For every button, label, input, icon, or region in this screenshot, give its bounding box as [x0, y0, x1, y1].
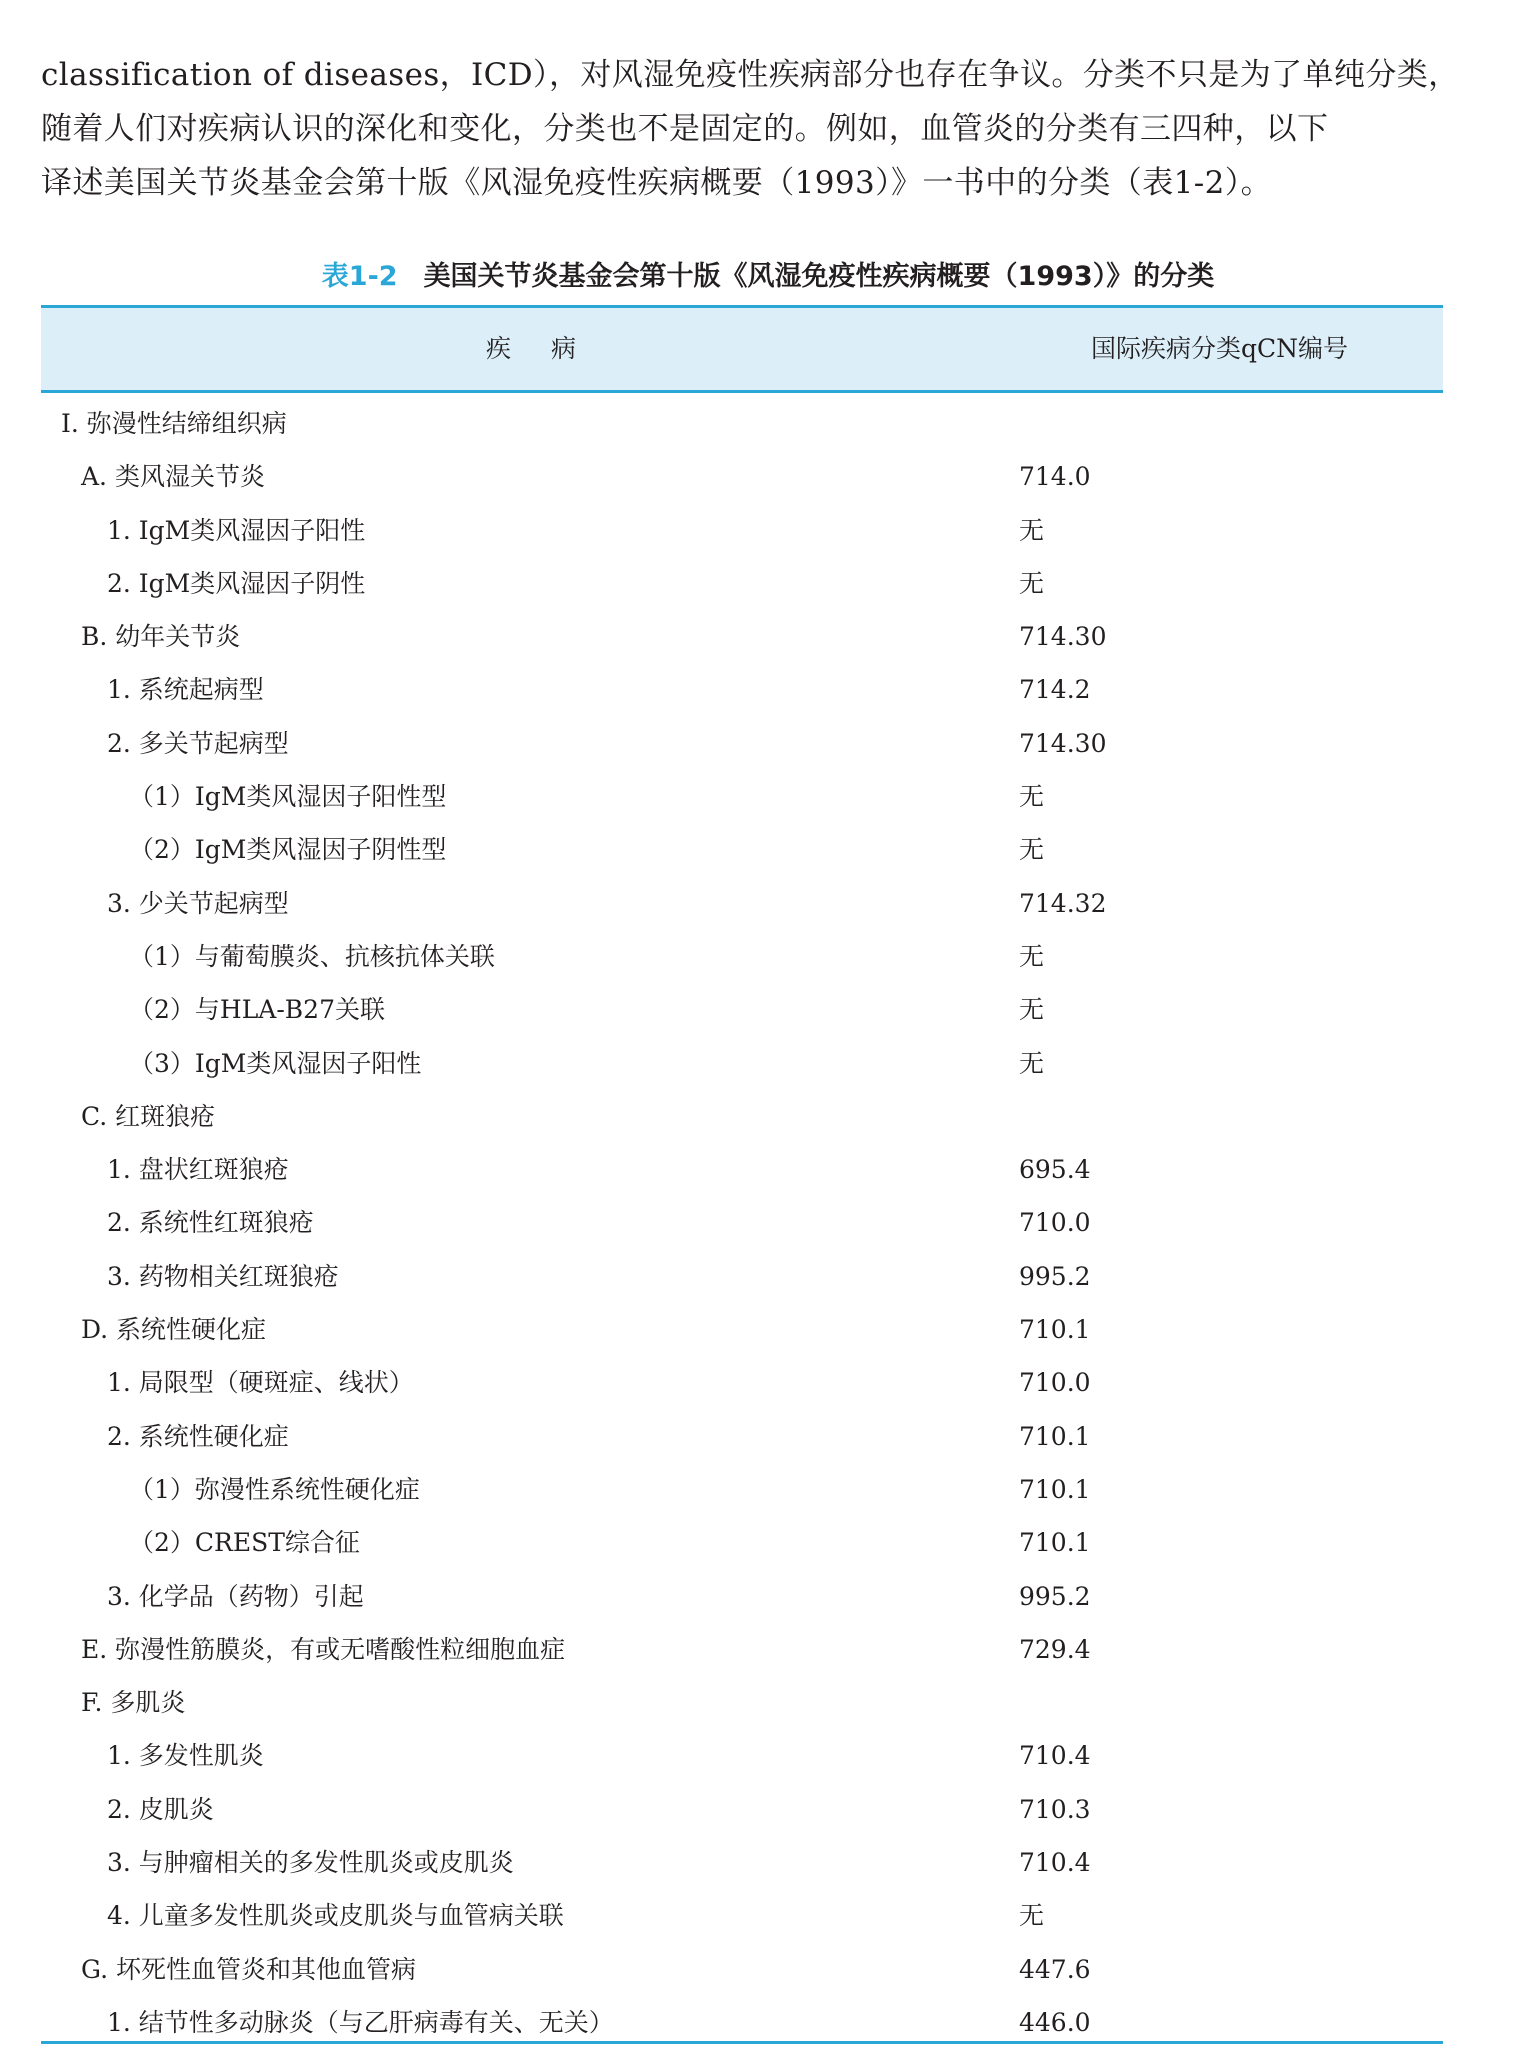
disease-name: （2）IgM类风湿因子阴性型 [129, 835, 447, 865]
disease-name: Ⅰ. 弥漫性结缔组织病 [61, 409, 287, 438]
icd-code: 无 [1019, 1901, 1045, 1931]
disease-name: F. 多肌炎 [81, 1688, 186, 1718]
disease-name: 1. 局限型（硬斑症、线状） [107, 1368, 414, 1398]
disease-name: 3. 药物相关红斑狼疮 [107, 1261, 339, 1291]
table-header [41, 305, 1443, 393]
icd-code: 无 [1019, 782, 1045, 812]
icd-code: 714.32 [1019, 888, 1107, 918]
table-row [41, 717, 1443, 770]
icd-code: 447.6 [1019, 1954, 1091, 1984]
table-row [41, 450, 1443, 503]
disease-name: （1）弥漫性系统性硬化症 [129, 1474, 420, 1504]
disease-name: 2. 皮肌炎 [107, 1794, 214, 1824]
table-row [41, 1676, 1443, 1729]
icd-code: 710.1 [1019, 1474, 1091, 1504]
table-row [41, 1356, 1443, 1409]
header-icd-code: 国际疾病分类qCN编号 [1091, 334, 1349, 363]
disease-name: （1）IgM类风湿因子阳性型 [129, 782, 447, 812]
icd-code: 729.4 [1019, 1634, 1091, 1664]
table-row [41, 1143, 1443, 1196]
disease-name: 1. IgM类风湿因子阳性 [107, 515, 366, 545]
table-row [41, 1250, 1443, 1303]
table-row [41, 1410, 1443, 1463]
classification-table [41, 305, 1443, 2049]
icd-code: 995.2 [1019, 1261, 1091, 1291]
icd-code: 710.4 [1019, 1741, 1091, 1771]
disease-name: 3. 与肿瘤相关的多发性肌炎或皮肌炎 [107, 1848, 514, 1878]
icd-code: 710.3 [1019, 1794, 1091, 1824]
table-caption [0, 254, 1536, 293]
table-title: 美国关节炎基金会第十版《风湿免疫性疾病概要（1993）》的分类 [423, 261, 1215, 292]
table-row [41, 1196, 1443, 1249]
disease-name: （2）CREST综合征 [129, 1528, 360, 1558]
icd-code: 无 [1019, 995, 1045, 1025]
icd-code: 710.1 [1019, 1528, 1091, 1558]
intro-paragraph [41, 48, 1460, 210]
disease-name: 4. 儿童多发性肌炎或皮肌炎与血管病关联 [107, 1901, 564, 1931]
icd-code: 710.1 [1019, 1315, 1091, 1345]
table-row [41, 823, 1443, 876]
table-row [41, 1570, 1443, 1623]
disease-name: 1. 结节性多动脉炎（与乙肝病毒有关、无关） [107, 2007, 614, 2037]
icd-code: 695.4 [1019, 1155, 1091, 1185]
table-row [41, 1303, 1443, 1356]
intro-line: classification of diseases，ICD），对风湿免疫性疾病部分也存在争议。分类不只是为了单纯分类， [41, 57, 1460, 93]
disease-name: 1. 盘状红斑狼疮 [107, 1155, 289, 1185]
table-row [41, 877, 1443, 930]
table-body [41, 397, 1443, 2049]
icd-code: 710.0 [1019, 1208, 1091, 1238]
disease-name: 2. 系统性硬化症 [107, 1421, 289, 1451]
intro-line: 随着人们对疾病认识的深化和变化，分类也不是固定的。例如，血管炎的分类有三四种，以下 [41, 111, 1329, 147]
disease-name: （2）与HLA-B27关联 [129, 995, 385, 1025]
icd-code: 无 [1019, 515, 1045, 545]
table-row [41, 1037, 1443, 1090]
icd-code: 无 [1019, 835, 1045, 865]
disease-name: C. 红斑狼疮 [81, 1101, 216, 1131]
icd-code: 714.30 [1019, 728, 1107, 758]
table-row [41, 504, 1443, 557]
icd-code: 714.0 [1019, 462, 1091, 492]
icd-code: 710.0 [1019, 1368, 1091, 1398]
table-row [41, 1783, 1443, 1836]
table-row [41, 663, 1443, 716]
table-row [41, 1516, 1443, 1569]
table-row [41, 397, 1443, 450]
icd-code: 714.2 [1019, 675, 1091, 705]
table-bottom-rule [41, 2041, 1443, 2044]
header-disease: 疾病 [485, 334, 616, 363]
icd-code: 无 [1019, 1048, 1045, 1078]
disease-name: D. 系统性硬化症 [81, 1315, 267, 1345]
disease-name: 3. 化学品（药物）引起 [107, 1581, 364, 1611]
table-row [41, 983, 1443, 1036]
disease-name: G. 坏死性血管炎和其他血管病 [81, 1954, 416, 1984]
table-row [41, 1889, 1443, 1942]
table-row [41, 770, 1443, 823]
disease-name: 2. IgM类风湿因子阴性 [107, 568, 366, 598]
table-row [41, 1090, 1443, 1143]
disease-name: （3）IgM类风湿因子阳性 [129, 1048, 422, 1078]
table-number: 表1-2 [321, 261, 398, 292]
disease-name: 1. 系统起病型 [107, 675, 264, 705]
disease-name: E. 弥漫性筋膜炎，有或无嗜酸性粒细胞血症 [81, 1634, 566, 1664]
disease-name: 3. 少关节起病型 [107, 888, 289, 918]
disease-name: 2. 系统性红斑狼疮 [107, 1208, 314, 1238]
disease-name: 1. 多发性肌炎 [107, 1741, 264, 1771]
icd-code: 无 [1019, 941, 1045, 971]
table-row [41, 1623, 1443, 1676]
icd-code: 710.1 [1019, 1421, 1091, 1451]
icd-code: 无 [1019, 568, 1045, 598]
icd-code: 995.2 [1019, 1581, 1091, 1611]
disease-name: （1）与葡萄膜炎、抗核抗体关联 [129, 941, 495, 971]
disease-name: B. 幼年关节炎 [81, 622, 241, 652]
disease-name: A. 类风湿关节炎 [81, 462, 265, 492]
table-row [41, 1943, 1443, 1996]
table-row [41, 1729, 1443, 1782]
icd-code: 714.30 [1019, 622, 1107, 652]
table-row [41, 557, 1443, 610]
icd-code: 710.4 [1019, 1848, 1091, 1878]
table-row [41, 1463, 1443, 1516]
icd-code: 446.0 [1019, 2007, 1091, 2037]
table-row [41, 610, 1443, 663]
intro-line: 译述美国关节炎基金会第十版《风湿免疫性疾病概要（1993）》一书中的分类（表1-2）。 [41, 165, 1273, 201]
disease-name: 2. 多关节起病型 [107, 728, 289, 758]
table-row [41, 930, 1443, 983]
table-row [41, 1836, 1443, 1889]
